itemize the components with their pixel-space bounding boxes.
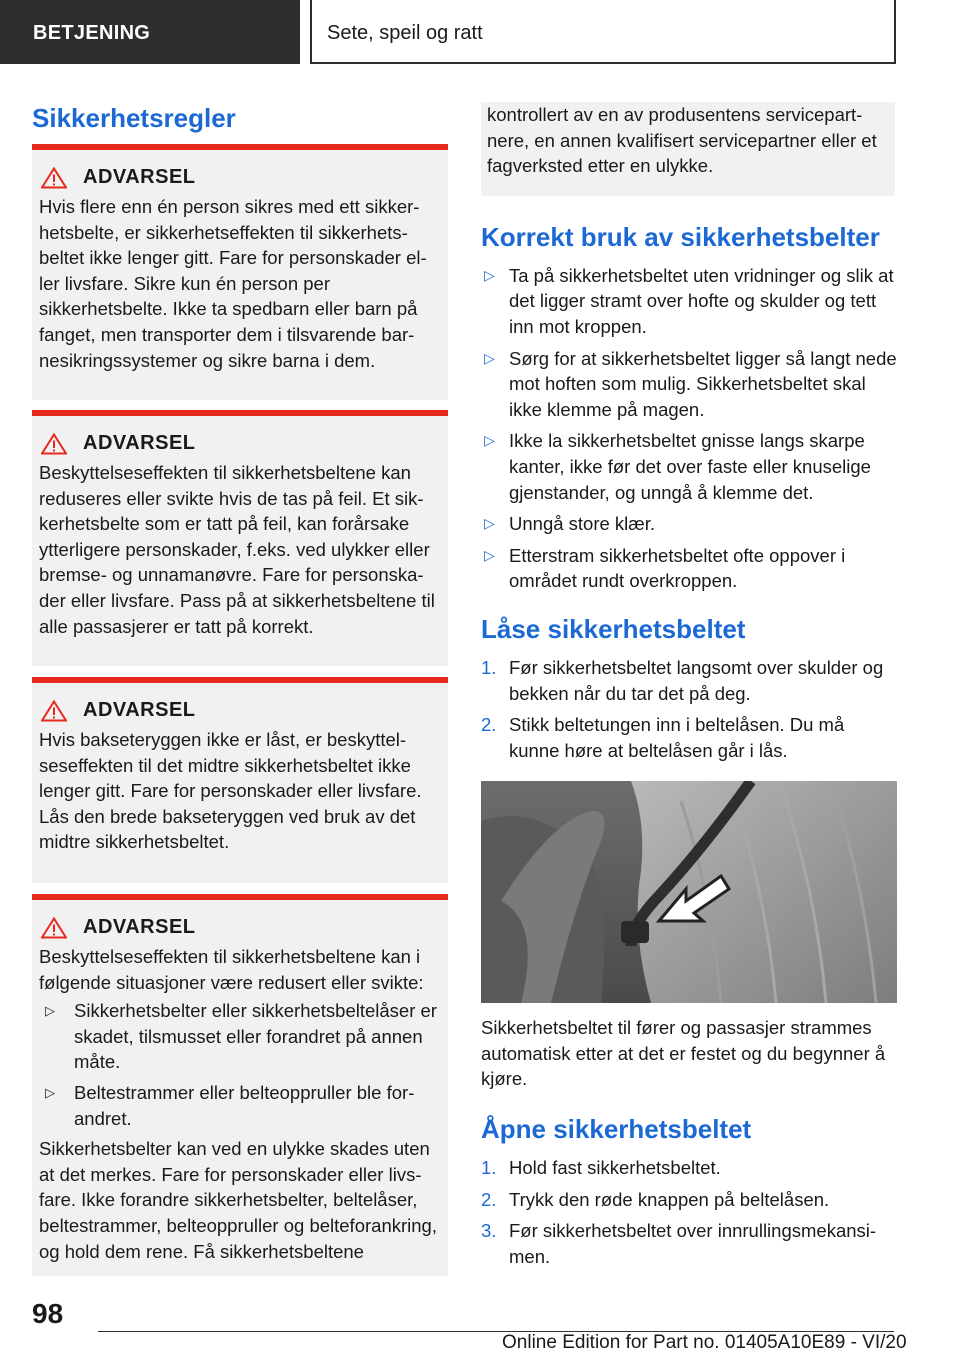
- warning-label: ADVARSEL: [83, 166, 196, 188]
- triangle-bullet-icon: ▷: [484, 266, 495, 283]
- warning-header: [39, 916, 440, 939]
- triangle-bullet-icon: ▷: [484, 349, 495, 366]
- warning-outro: Sikkerhetsbelter kan ved en ulykke skades uten at det merkes. Fare for personskader eller livsfare. Ikke forandre sikkerhetsbelter, beltelåser, beltestrammer, belteoppruller og belteforankring, og hold dem rene. Få sikkerhetsbeltene: [39, 1138, 437, 1262]
- step-item: 1. Før sikkerhetsbeltet langsomt over skulder og bekken når du tar det på deg.: [481, 656, 884, 704]
- list-item: ▷ Etterstram sikkerhetsbeltet ofte oppover i området rundt overkroppen.: [484, 544, 846, 592]
- list-item: ▷ Sikkerhetsbelter eller sikkerhetsbeltelåser er skadet, tilsmusset eller forandret på annen måte.: [45, 1000, 437, 1073]
- step-item: 2. Stikk beltetungen inn i beltelåsen. Du må kunne høre at beltelåsen går i lås.: [481, 714, 845, 761]
- step-item: 3. Før sikkerhetsbeltet over innrullingsmekansimen.: [481, 1220, 877, 1267]
- triangle-bullet-icon: ▷: [484, 515, 495, 532]
- section-title-safety-rules: Sikkerhetsregler: [32, 103, 236, 133]
- warning-label: ADVARSEL: [83, 699, 196, 721]
- header-chapter: Sete, speil og ratt: [310, 0, 896, 64]
- open-steps: [481, 1155, 897, 1269]
- triangle-bullet-icon: ▷: [45, 1084, 55, 1100]
- warning-text: Beskyttelseseffekten til sikkerhetsbeltene kan reduseres eller svikte hvis de tas på feil. Et sikkerhetsbelte som er tatt på feil, kan forårsake ytterligere personskader, f.eks. ved ulykker eller bremse- og unnamanøvre. Fare for personskader eller livsfare. Pass på at sikkerhetsbeltene til alle passasjerer er tatt på korrekt.: [39, 462, 435, 637]
- step-item: 1. Hold fast sikkerhetsbeltet.: [481, 1157, 721, 1179]
- list-item: ▷ Ta på sikkerhetsbeltet uten vridninger og slik at det ligger stramt over hofte og skulder og tett inn mot kroppen.: [484, 264, 894, 337]
- correct-use-list: [481, 263, 897, 594]
- warning-intro: Beskyttelseseffekten til sikkerhetsbeltene kan i følgende situasjoner være redusert eller svikte:: [39, 946, 424, 993]
- section-title-open-belt: Åpne sikkerhetsbeltet: [481, 1114, 752, 1145]
- list-item: ▷ Ikke la sikkerhetsbeltet gnisse langs skarpe kanter, ikke før det over faste eller knuselige gjenstander, og unngå å klemme det.: [484, 430, 871, 503]
- warning-triangle-icon: [41, 167, 67, 189]
- seatbelt-illustration: [481, 781, 897, 1003]
- header-section: BETJENING: [0, 0, 300, 64]
- lock-steps: [481, 655, 897, 763]
- warning-header: [39, 166, 440, 189]
- warning-text: Hvis flere enn én person sikres med ett sikkerhetsbelte, er sikkerhetseffekten til sikkerhetsbeltet ikke lenger gitt. Fare for personskader eller livsfare. Sikre kun én person per sikkerhetsbelte. Ikke ta spedbarn eller barn på fanget, men transporter dem i tilsvarende barnesikringssystemer og sikre barna i dem.: [39, 196, 427, 371]
- continued-warning-text: kontrollert av en av produsentens servicepartnere, en annen kvalifisert servicepartner eller et fagverksted etter en ulykke.: [487, 104, 877, 177]
- page-number: 98: [32, 1298, 64, 1329]
- photo-caption: Sikkerhetsbeltet til fører og passasjer strammes automatisk etter at det er festet og du begynner å kjøre.: [481, 1017, 886, 1090]
- triangle-bullet-icon: ▷: [484, 546, 495, 563]
- warning-box-4: [32, 894, 448, 1276]
- right-column: [481, 102, 897, 1275]
- warning-label: ADVARSEL: [83, 432, 196, 454]
- warning-list: [39, 998, 440, 1131]
- step-item: 2. Trykk den røde knappen på beltelåsen.: [481, 1188, 830, 1210]
- warning-triangle-icon: [41, 700, 67, 722]
- warning-triangle-icon: [41, 433, 67, 455]
- triangle-bullet-icon: ▷: [45, 1003, 55, 1019]
- section-title-correct-use: Korrekt bruk av sikkerhetsbelter: [481, 221, 880, 252]
- list-item: ▷ Unngå store klær.: [481, 511, 897, 537]
- warning-header: [39, 699, 440, 722]
- section-title-lock-belt: Låse sikkerhetsbeltet: [481, 613, 746, 644]
- warning-triangle-icon: [41, 917, 67, 939]
- warning-header: [39, 432, 440, 455]
- warning-box-2: [32, 410, 448, 666]
- continued-warning-box: [481, 102, 895, 196]
- warning-label: ADVARSEL: [83, 916, 196, 938]
- list-item: ▷ Sørg for at sikkerhetsbeltet ligger så langt nede mot hoften som mulig. Sikkerhetsbeltet skal ikke klemme på magen.: [484, 347, 897, 420]
- warning-text: Hvis bakseteryggen ikke er låst, er beskyttelseseffekten til det midtre sikkerhetsbeltet ikke lenger gitt. Fare for personskader eller livsfare. Lås den brede bakseteryggen ved bruk av det midtre sikkerhetsbeltet.: [39, 729, 422, 853]
- warning-box-3: [32, 677, 448, 883]
- triangle-bullet-icon: ▷: [484, 432, 495, 449]
- footer-edition: Online Edition for Part no. 01405A10E89 - VI/20: [502, 1332, 907, 1353]
- seatbelt-photo: [481, 781, 897, 1003]
- warning-box-1: [32, 144, 448, 400]
- list-item: ▷ Beltestrammer eller belteoppruller ble forandret.: [45, 1081, 415, 1129]
